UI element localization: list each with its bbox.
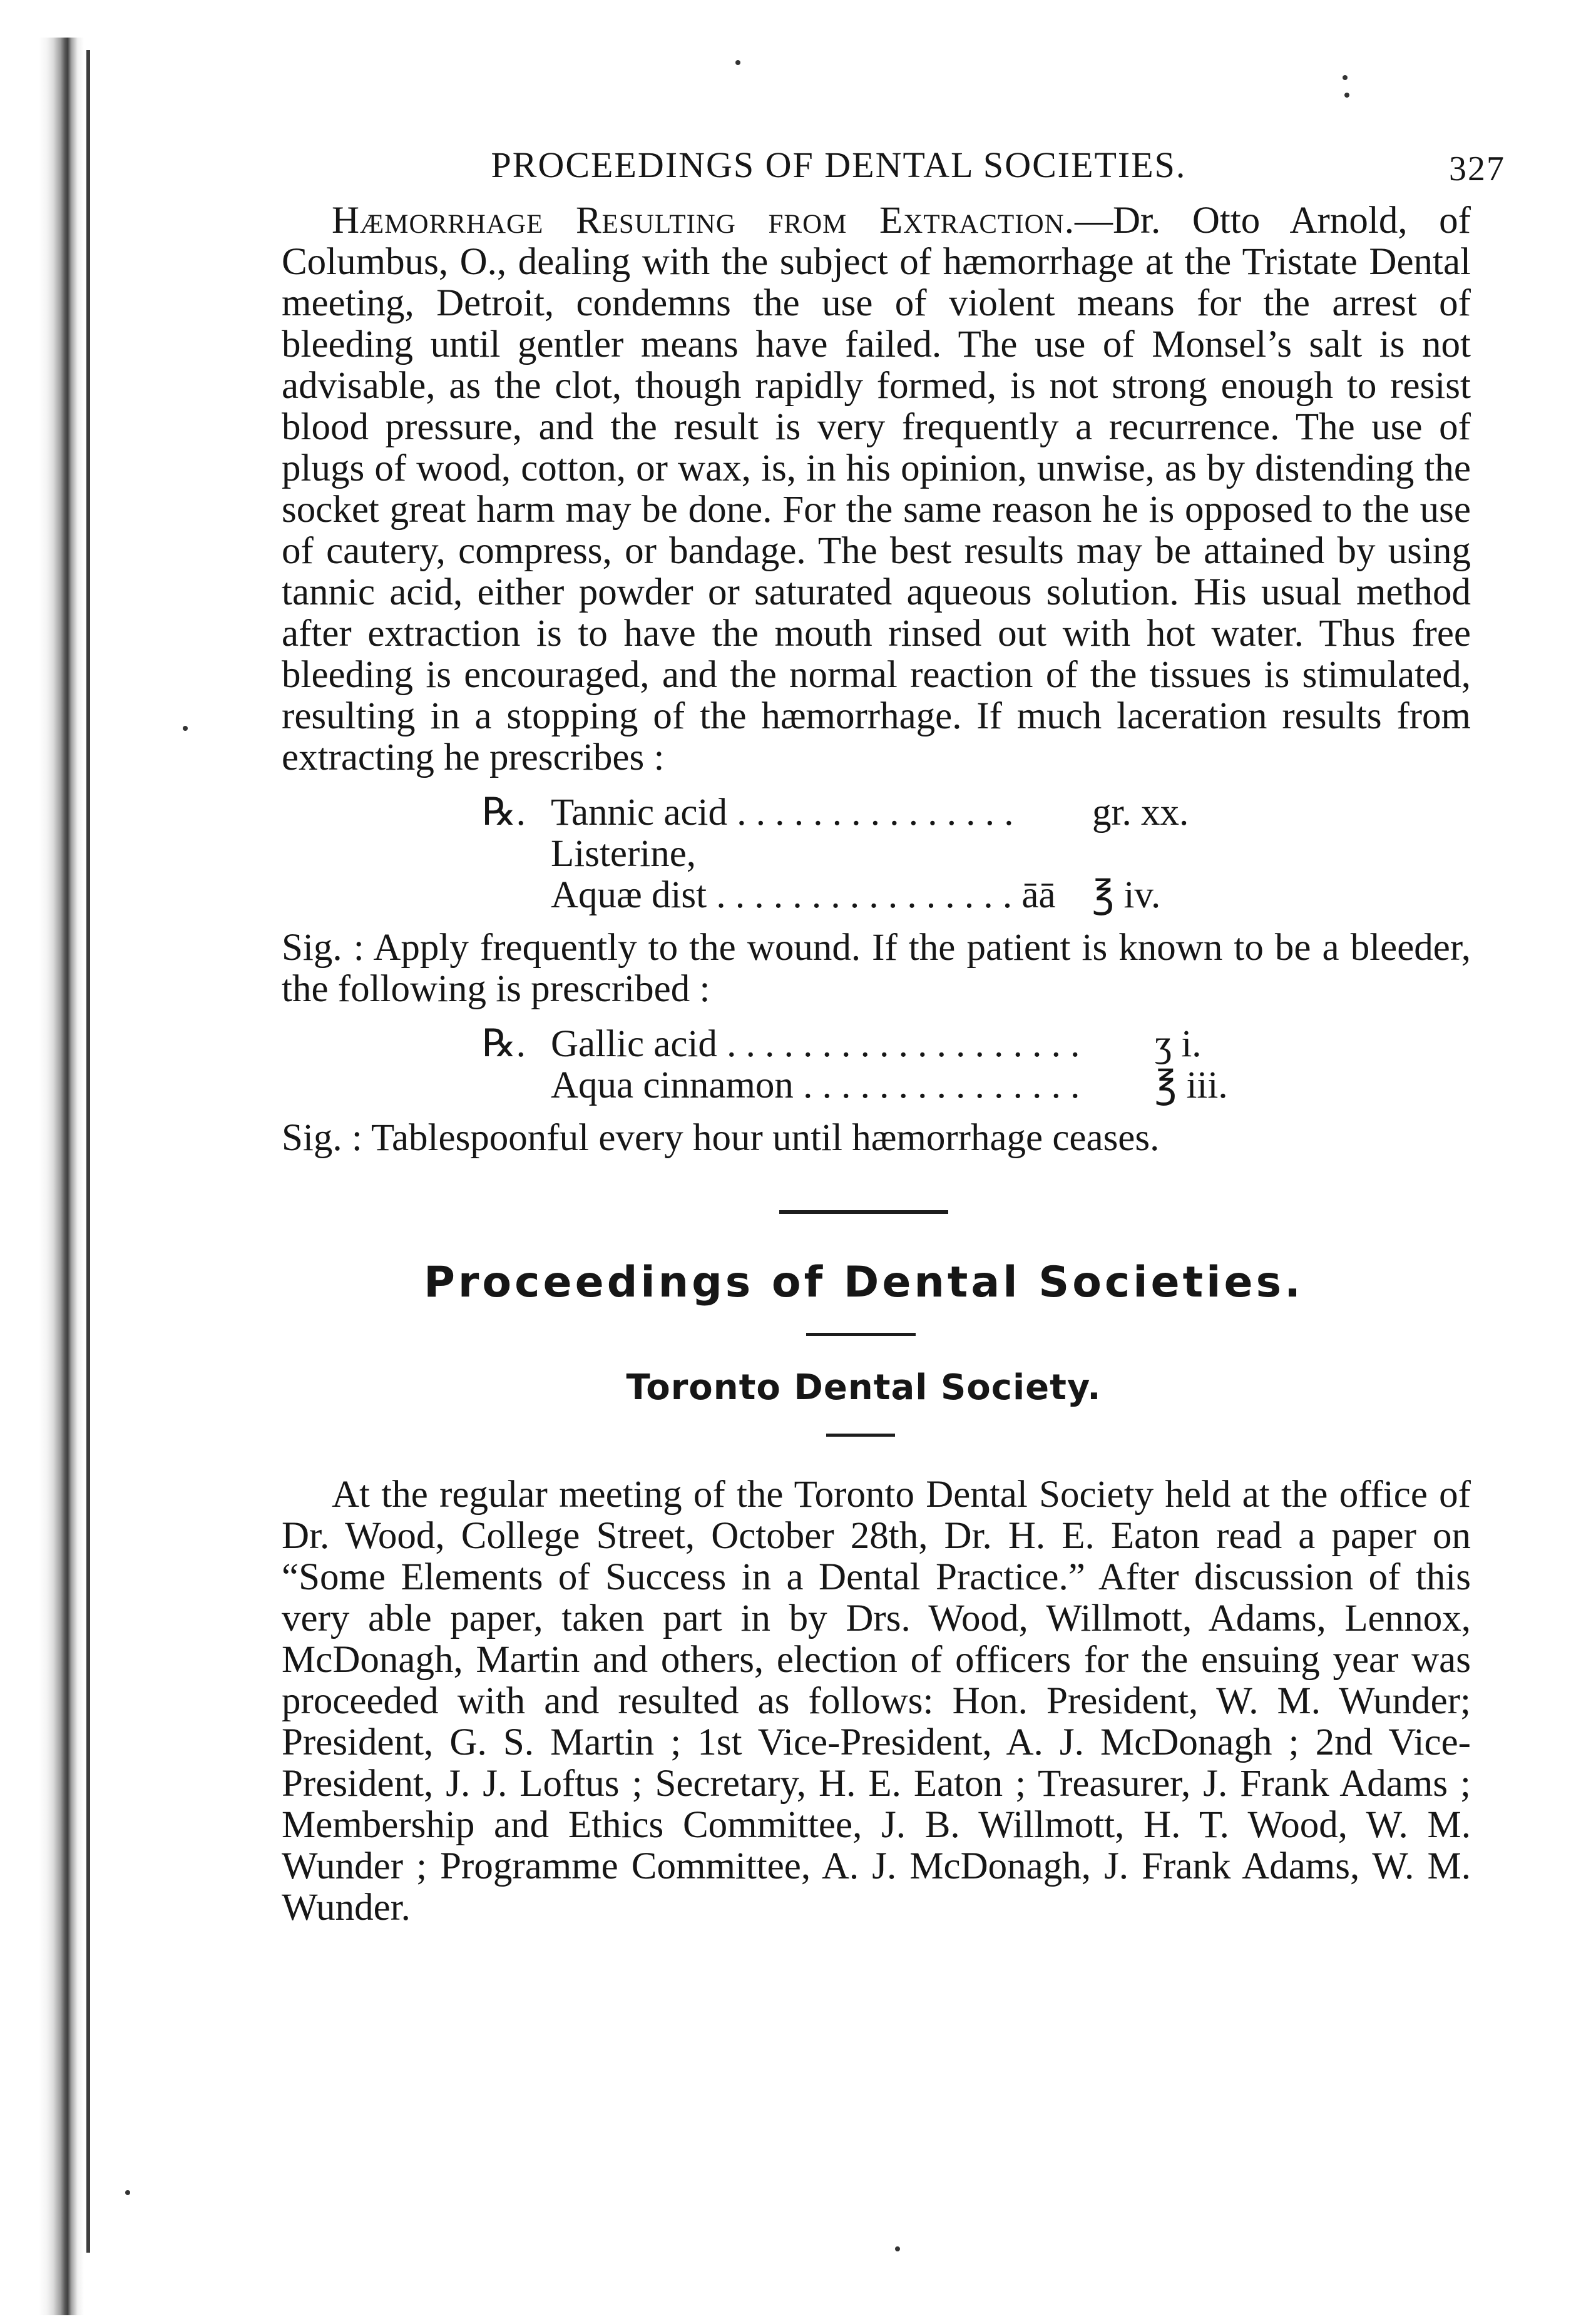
prescription-ingredient: Aqua cinnamon . . . . . . . . . . . . . . .: [551, 1064, 1080, 1106]
meeting-paragraph: At the regular meeting of the Toronto Dental Society held at the office of Dr. Wood, College Street, October 28th, Dr. H. E. Eaton read a paper on “Some Elements of Success in a Dental Practice.” After discussion of this very able paper, taken part in by Drs. Wood, Willmott, Adams, Lennox, McDonagh, Martin and others, election of officers for the ensuing year was proceeded with and resulted as follows: Hon. President, W. M. Wunder; President, G. S. Martin ; 1st Vice-President, A. J. McDonagh ; 2nd Vice-President, J. J. Loftus ; Secretary, H. E. Eaton ; Treasurer, J. Frank Adams ; Membership and Ethics Committee, J. B. Willmott, H. T. Wood, W. M. Wunder ; Programme Committee, A. J. McDonagh, J. Frank Adams, W. M. Wunder.: [282, 1474, 1471, 1929]
prescription-line: [282, 833, 1471, 875]
prescription-dose: gr. xx.: [1092, 792, 1189, 833]
prescription-dose: ℥ iii.: [1155, 1064, 1228, 1106]
print-speck: [125, 2190, 130, 2195]
book-page: [282, 144, 1505, 1929]
prescription-block: [282, 792, 1471, 916]
recipe-symbol: ℞.: [482, 1023, 526, 1065]
prescription-block: [282, 1024, 1471, 1106]
prescription-ingredient: Tannic acid . . . . . . . . . . . . . . .: [551, 792, 1014, 833]
signature-instruction-1: Sig. : Apply frequently to the wound. If the patient is known to be a bleeder, the following is prescribed :: [282, 927, 1471, 1010]
book-binding-shadow: [39, 38, 84, 2315]
prescription-ingredient: Aquæ dist . . . . . . . . . . . . . . . . āā: [551, 874, 1056, 916]
recipe-symbol: ℞.: [482, 792, 526, 833]
section-title: Proceedings of Dental Societies.: [424, 1258, 1304, 1307]
society-title: Toronto Dental Society.: [626, 1367, 1102, 1408]
prescription-dose: ʒ i.: [1155, 1023, 1202, 1065]
subtitle-divider: [826, 1434, 895, 1437]
article-lead-heading: Hæmorrhage Resulting from Extraction.: [332, 200, 1075, 242]
signature-instruction-2: Sig. : Tablespoonful every hour until hæmorrhage ceases.: [282, 1117, 1160, 1159]
print-speck: [1344, 93, 1349, 98]
prescription-line: [282, 792, 1471, 833]
prescription-line: [282, 1024, 1471, 1065]
title-divider: [806, 1333, 916, 1336]
print-speck: [895, 2246, 900, 2251]
section-divider: [779, 1210, 948, 1214]
prescription-line: [282, 1065, 1471, 1106]
prescription-ingredient: Gallic acid . . . . . . . . . . . . . . . . . . .: [551, 1023, 1080, 1065]
running-head-title: PROCEEDINGS OF DENTAL SOCIETIES.: [491, 145, 1187, 185]
print-speck: [735, 60, 740, 65]
prescription-dose: ℥ iv.: [1092, 874, 1161, 916]
haemorrhage-paragraph: [282, 200, 1471, 778]
article-paragraph-text: —Dr. Otto Arnold, of Columbus, O., dealing with the subject of hæmorrhage at the Tristate Dental meeting, Detroit, condemns the use of violent means for the arrest of bleeding until gentler means have failed. The use of Monsel’s salt is not advisable, as the clot, though rapidly formed, is not strong enough to resist blood pressure, and the result is very frequently a recurrence. The use of plugs of wood, cotton, or wax, is, in his opinion, unwise, as by distending the socket great harm may be done. For the same reason he is opposed to the use of cautery, compress, or bandage. The best results may be attained by using tannic acid, either powder or saturated aqueous solution. His usual method after extraction is to have the mouth rinsed out with hot water. Thus free bleeding is encouraged, and the normal reaction of the tissues is stimulated, resulting in a stopping of the hæmorrhage. If much laceration results from extracting he prescribes :: [282, 200, 1471, 778]
print-speck: [183, 726, 188, 731]
running-head: [282, 144, 1505, 200]
prescription-ingredient: Listerine,: [551, 833, 697, 875]
binding-edge-line: [86, 50, 90, 2253]
print-speck: [1343, 75, 1348, 80]
prescription-line: [282, 875, 1471, 916]
page-number: 327: [1449, 150, 1505, 188]
